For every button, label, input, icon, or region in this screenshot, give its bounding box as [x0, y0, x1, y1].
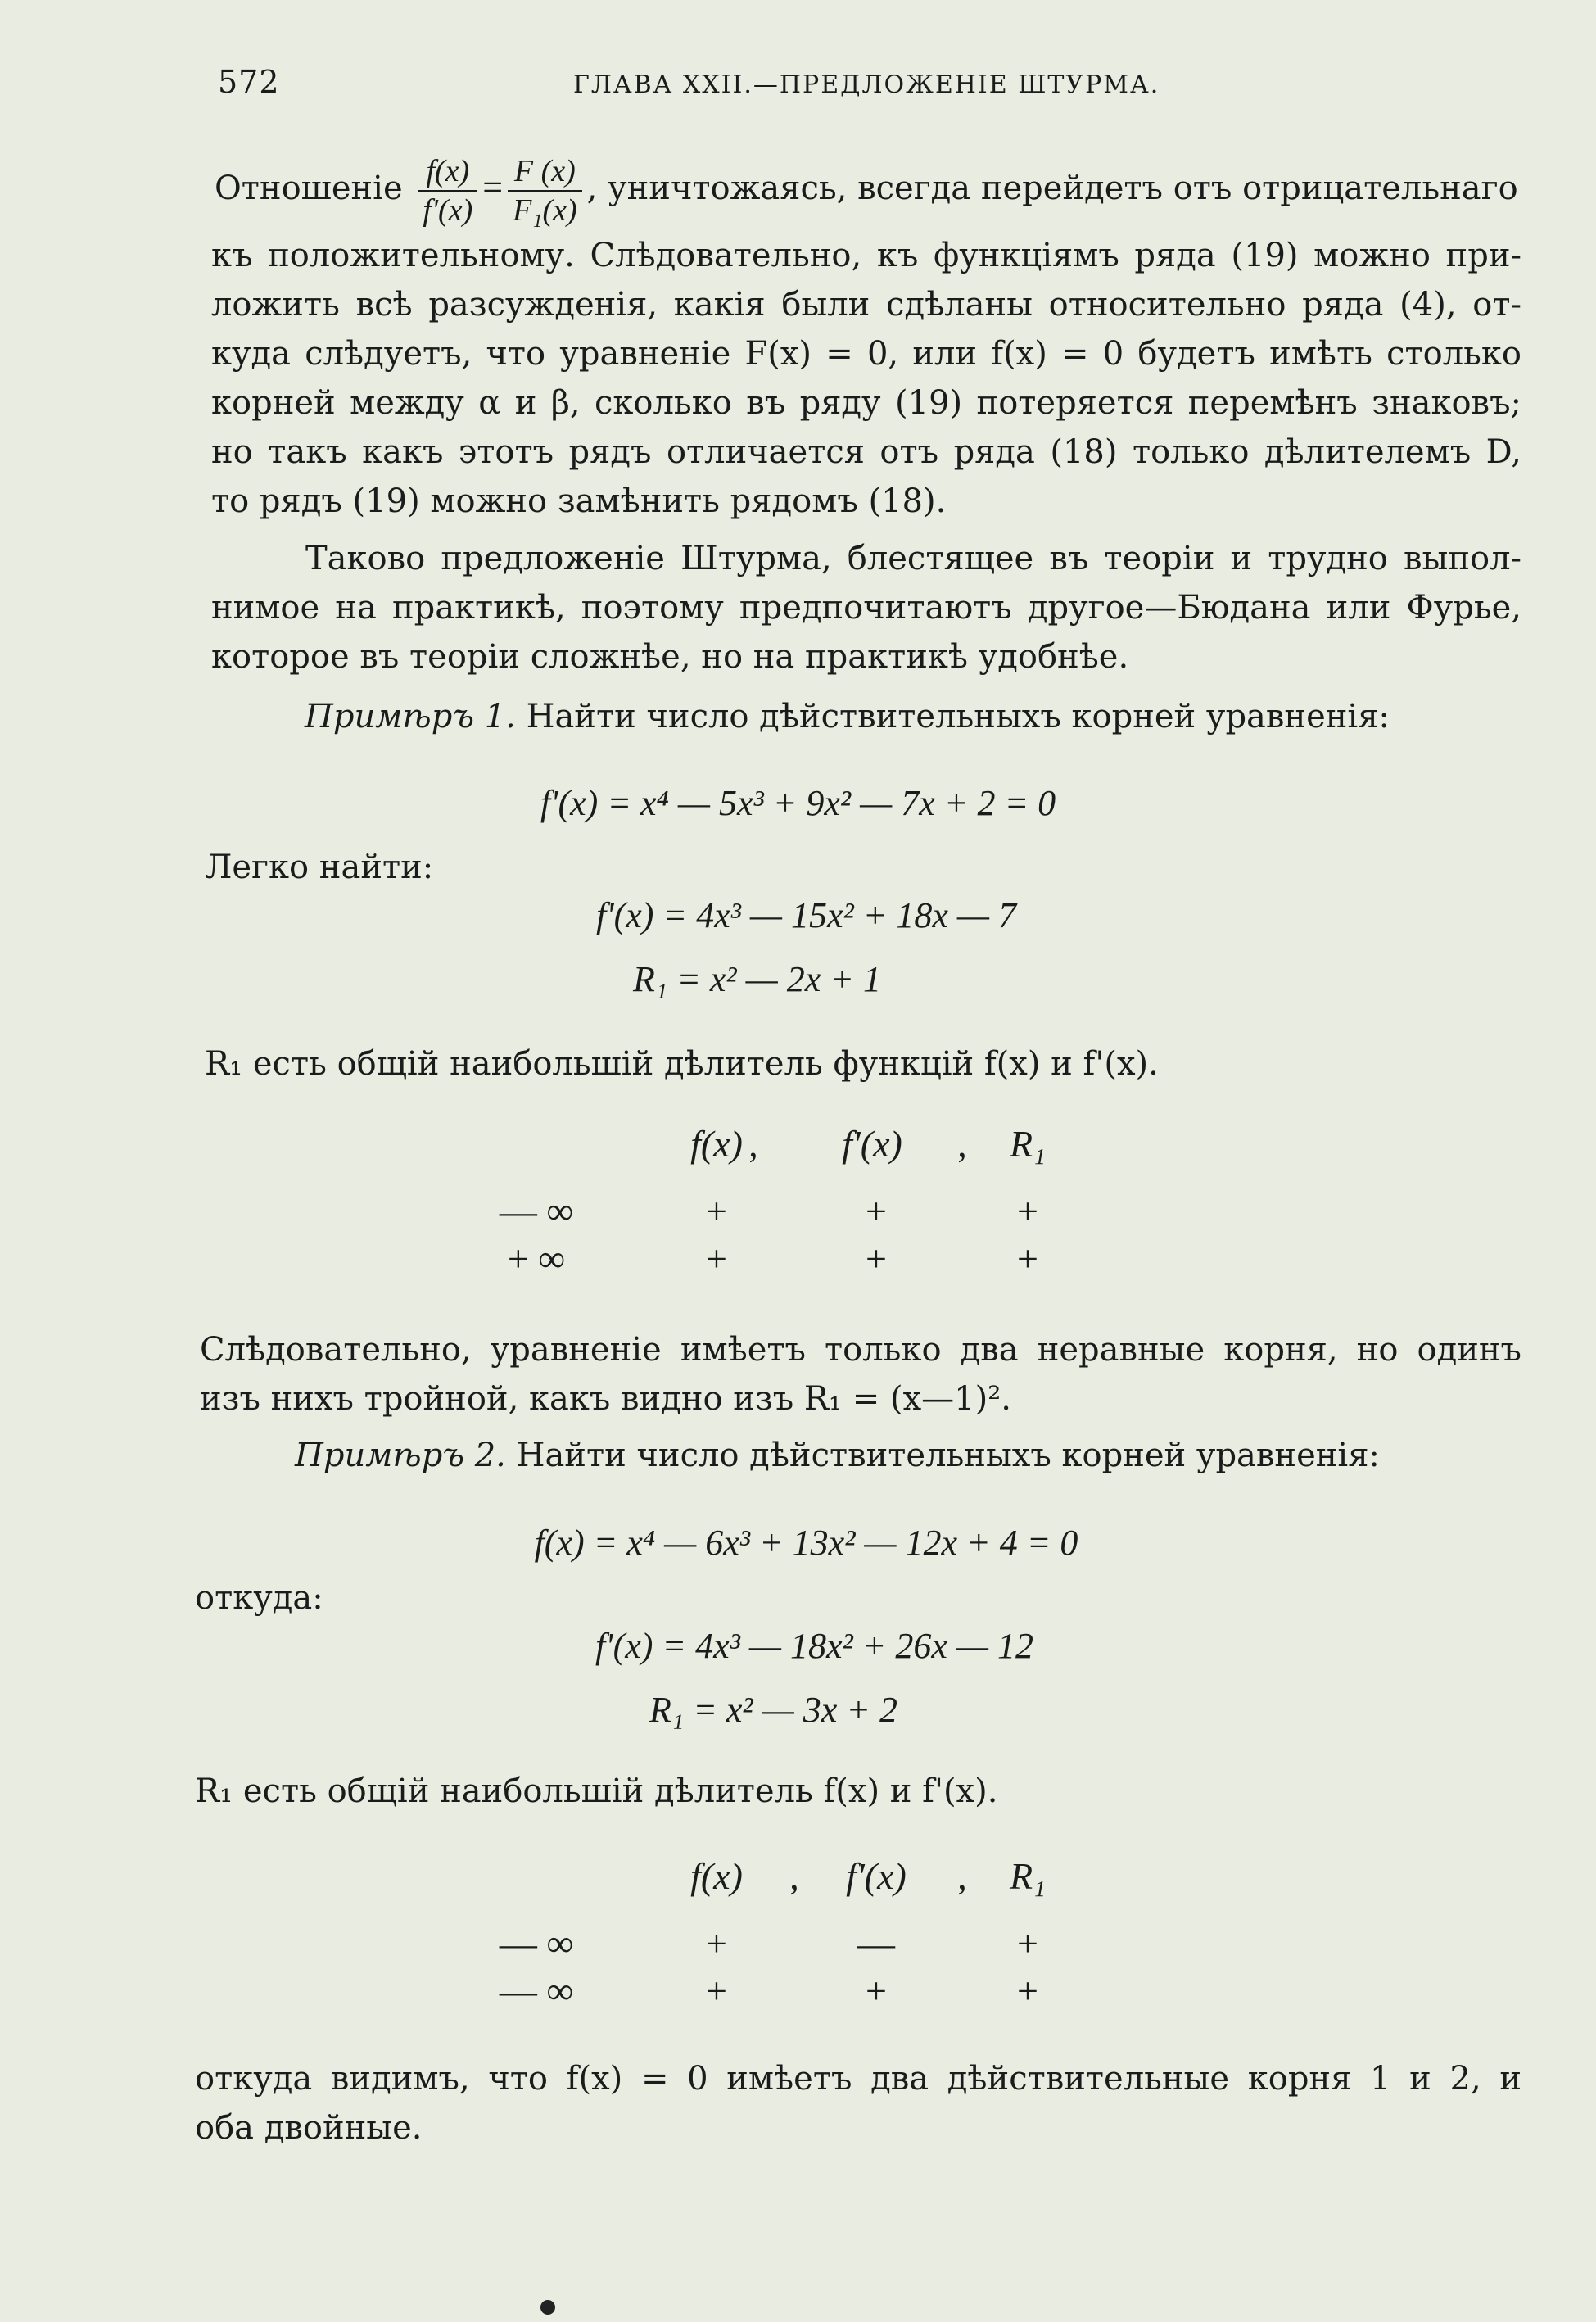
text-line: оба двойные. — [195, 2109, 423, 2147]
example-text: Найти число дѣйствительныхъ корней уравненія: — [515, 698, 1390, 736]
text-line: куда слѣдуетъ, что уравненіе F(x) = 0, или f(x) = 0 будетъ имѣть столько — [211, 335, 1521, 373]
example1-gcd: R₁ = x² — 2x + 1 — [633, 959, 881, 999]
ink-speck — [540, 2300, 555, 2315]
example-label: Примѣръ 2. — [295, 1437, 506, 1474]
text-line: но такъ какъ этотъ рядъ отличается отъ ряда (18) только дѣлителемъ D, — [211, 433, 1521, 471]
table-header: R₁ — [1009, 1855, 1047, 1897]
row-label: + ∞ — [507, 1238, 566, 1279]
example-label: Примѣръ 1. — [305, 698, 516, 736]
sign-cell: + — [1017, 1190, 1038, 1232]
example2-heading — [295, 1437, 1380, 1474]
table-header: , — [789, 1855, 799, 1897]
sign-cell: + — [1017, 1970, 1038, 2012]
fraction-numerator: f(x) — [418, 152, 477, 192]
text-line: Таково предложеніе Штурма, блестящее въ теоріи и трудно выпол- — [305, 540, 1521, 577]
running-header: ГЛАВА XXII.—ПРЕДЛОЖЕНІЕ ШТУРМА. — [573, 70, 1160, 99]
fraction-F-over-F1 — [508, 152, 582, 229]
fraction-numerator: F (x) — [508, 152, 582, 192]
table-header: , — [957, 1123, 967, 1165]
text-line: нимое на практикѣ, поэтому предпочитаютъ другое—Бюдана или Фурье, — [211, 589, 1521, 627]
fraction-f-over-fprime — [418, 152, 477, 229]
example2-conclusion — [195, 2054, 1521, 2152]
page-number: 572 — [218, 64, 280, 100]
example-text: Найти число дѣйствительныхъ корней уравненія: — [505, 1437, 1380, 1474]
example1-gcd-text: R₁ есть общій наибольшій дѣлитель функцій f(x) и f'(x). — [205, 1045, 1159, 1083]
sign-cell: + — [866, 1190, 887, 1232]
sign-cell: + — [706, 1922, 727, 1964]
sign-cell: + — [866, 1970, 887, 2012]
table-header: f(x) — [690, 1855, 743, 1897]
example1-conclusion — [200, 1325, 1521, 1424]
sign-cell: + — [1017, 1238, 1038, 1279]
paragraph-sturm-reasoning — [211, 231, 1521, 526]
ratio-line — [215, 152, 1518, 229]
paragraph-sturm-practice — [211, 534, 1521, 681]
text-line: то рядъ (19) можно замѣнить рядомъ (18). — [211, 482, 947, 520]
sign-cell: + — [706, 1970, 727, 2012]
ratio-tail: , уничтожаясь, всегда перейдетъ отъ отрицательнаго — [586, 170, 1518, 207]
sign-cell: + — [706, 1238, 727, 1279]
table-header: f'(x) — [842, 1123, 902, 1165]
table-header: , — [957, 1855, 967, 1897]
row-label: — ∞ — [499, 1190, 574, 1232]
text-line: откуда видимъ, что f(x) = 0 имѣетъ два дѣйствительные корня 1 и 2, и — [195, 2060, 1521, 2098]
fraction-denominator: f'(x) — [423, 193, 473, 228]
sign-cell: + — [866, 1238, 887, 1279]
fraction-denominator: F₁(x) — [513, 193, 577, 228]
whence-label: откуда: — [195, 1579, 323, 1617]
row-label: — ∞ — [499, 1970, 574, 2012]
text-line: Слѣдовательно, уравненіе имѣетъ только два неравные корня, но одинъ — [200, 1331, 1521, 1369]
example2-sign-table — [0, 1854, 1596, 2018]
easy-to-find: Легко найти: — [205, 849, 434, 886]
example2-gcd: R₁ = x² — 3x + 2 — [649, 1690, 897, 1730]
text-line: изъ нихъ тройной, какъ видно изъ R₁ = (x—1)². — [200, 1380, 1011, 1418]
example2-derivative: f'(x) = 4x³ — 18x² + 26x — 12 — [595, 1626, 1034, 1666]
example1-derivative: f'(x) = 4x³ — 15x² + 18x — 7 — [595, 895, 1017, 935]
table-header: f'(x) — [846, 1855, 907, 1897]
text-line: къ положительному. Слѣдовательно, къ функціямъ ряда (19) можно при- — [211, 237, 1521, 274]
example1-sign-table — [0, 1122, 1596, 1286]
sign-cell: — — [857, 1922, 895, 1964]
table-header: R₁ — [1009, 1123, 1047, 1165]
sign-cell: + — [706, 1190, 727, 1232]
equals-sign: = — [482, 167, 504, 207]
sign-cell: + — [1017, 1922, 1038, 1964]
row-label: — ∞ — [499, 1922, 574, 1964]
example2-gcd-text: R₁ есть общій наибольшій дѣлитель f(x) и f'(x). — [195, 1772, 998, 1810]
ratio-lead: Отношеніе — [215, 170, 403, 207]
text-line: ложить всѣ разсужденія, какія были сдѣланы относительно ряда (4), от- — [211, 286, 1521, 324]
example2-equation: f(x) = x⁴ — 6x³ + 13x² — 12x + 4 = 0 — [534, 1523, 1078, 1563]
table-header: f(x) — [690, 1123, 743, 1165]
text-line: корней между α и β, сколько въ ряду (19) потеряется перемѣнъ знаковъ; — [211, 384, 1521, 422]
example1-equation: f'(x) = x⁴ — 5x³ + 9x² — 7x + 2 = 0 — [540, 783, 1056, 823]
example1-heading — [305, 698, 1390, 736]
table-header: , — [748, 1123, 758, 1165]
text-line: которое въ теоріи сложнѣе, но на практикѣ удобнѣе. — [211, 638, 1129, 676]
